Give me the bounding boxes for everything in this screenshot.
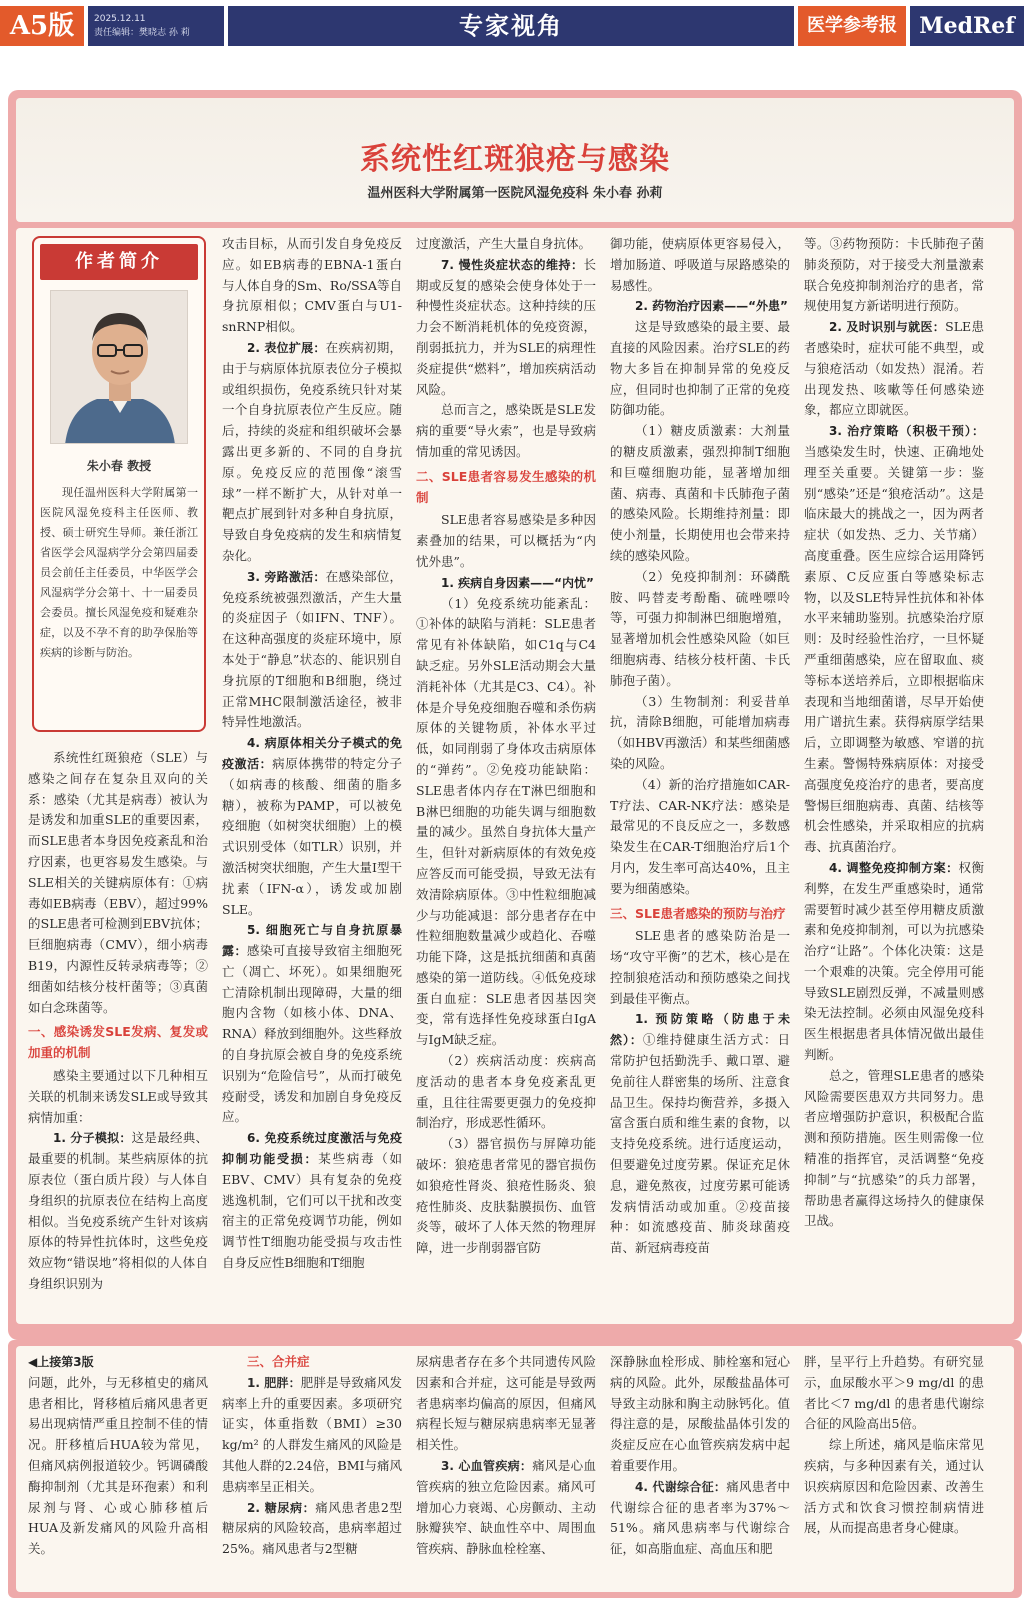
- issue-meta: [88, 6, 224, 46]
- article-frame: [8, 90, 1022, 1340]
- article-column-1: [28, 234, 208, 1320]
- subheading: 3. 治疗策略（积极干预）：: [829, 424, 984, 439]
- author-photo: [50, 290, 188, 444]
- paragraph: [416, 255, 596, 401]
- newspaper-brand: MedRef: [910, 6, 1024, 46]
- article-column-4: [610, 234, 790, 1320]
- edition-label: A5版: [0, 6, 84, 46]
- paragraph: [610, 1477, 790, 1560]
- subheading: 4. 代谢综合征：: [635, 1479, 727, 1494]
- continuation-column-3: [416, 1352, 596, 1588]
- continuation-frame: [8, 1340, 1022, 1598]
- section-heading: 二、SLE患者容易发生感染的机制: [416, 468, 596, 505]
- subheading: 4. 调整免疫抑制方案：: [829, 860, 959, 875]
- paragraph: 御功能，使病原体更容易侵入，增加肠道、呼吸道与尿路感染的易感性。: [610, 236, 790, 293]
- paragraph-text: 痛风患者患2型糖尿病的风险较高，患病率超过25%。痛风患者与2型糖: [222, 1499, 402, 1557]
- paragraph-text: 某些病毒（如EBV、CMV）具有复杂的免疫逃逸机制，它们可以干扰和改变宿主的正常免疫调节功能，例如调节性T细胞功能受损与攻击性自身反应性B细胞和T细胞: [222, 1151, 402, 1271]
- article-body: [16, 228, 1014, 1324]
- masthead: [0, 0, 1024, 48]
- article-header: [16, 98, 1014, 222]
- paragraph: （3）生物制剂：利妥昔单抗，清除B细胞，可能增加病毒（如HBV再激活）和某些细菌感染的风险。: [610, 693, 790, 771]
- subheading: 1. 肥胖：: [247, 1375, 301, 1390]
- subheading: 1. 预防策略（防患于未然）：: [610, 1012, 790, 1048]
- paragraph: 尿病患者存在多个共同遗传风险因素和合并症，这可能是导致两者患病率均偏高的原因，但痛风病程长短与糖尿病患病率无显著相关性。: [416, 1354, 596, 1453]
- paragraph: （4）新的治疗措施如CAR-T疗法、CAR-NK疗法：感染是最常见的不良反应之一，多数感染发生在CAR-T细胞治疗后1个月内，发生率可高达40%，且主要为细菌感染。: [610, 776, 790, 896]
- article-title: 系统性红斑狼疮与感染: [360, 142, 670, 177]
- paragraph: [222, 920, 402, 1128]
- subheading: 2. 表位扩展：: [247, 340, 326, 355]
- author-box-header: 作者简介: [40, 244, 198, 280]
- subheading: 5. 细胞死亡与自身抗原暴露：: [222, 923, 402, 959]
- paragraph: SLE患者的感染防治是一场“攻守平衡”的艺术，核心是在控制狼疮活动和预防感染之间找到最佳平衡点。: [610, 928, 790, 1006]
- paragraph-text: 痛风患者中代谢综合征的患者率为37%～51%。痛风患病率与代谢综合征，如高脂血症、高血压和肥: [610, 1478, 790, 1557]
- paragraph: 胖，呈平行上升趋势。有研究显示，血尿酸水平＞9 mg/dl 的患者比＜7 mg/dl 的患者患代谢综合征的风险高出5倍。: [804, 1354, 984, 1432]
- subheading: 1. 疾病自身因素——“内忧”: [441, 575, 594, 590]
- paragraph: 总之，管理SLE患者的感染风险需要医患双方共同努力。患者应增强防护意识，积极配合监测和预防措施。医生则需像一位精准的指挥官，灵活调整“免疫抑制”与“抗感染”的兵力部署，帮助患者赢得这场持久的健康保卫战。: [804, 1067, 984, 1229]
- paragraph: 这是导致感染的最主要、最直接的风险因素。治疗SLE的药物大多旨在抑制异常的免疫反应，但同时也抑制了正常的免疫防御功能。: [610, 319, 790, 418]
- subheading: 6. 免疫系统过度激活与免疫抑制功能受损：: [222, 1131, 402, 1167]
- paragraph: [416, 573, 596, 594]
- paragraph: 系统性红斑狼疮（SLE）与感染之间存在复杂且双向的关系：感染（尤其是病毒）被认为是诱发和加重SLE的重要因素，而SLE患者本身因免疫紊乱和治疗因素，也更容易发生感染。与SLE相关的关键病原体有：①病毒如EB病毒（EBV），超过99%的SLE患者可检测到EBV抗体；巨细胞病毒（CMV），细小病毒B19，内源性反转录病毒等；②细菌如结核分枝杆菌等；③真菌如白念珠菌等。: [28, 750, 208, 1015]
- article-column-5: [804, 234, 984, 1320]
- paragraph: [28, 1128, 208, 1294]
- continuation-column-5: [804, 1352, 984, 1588]
- paragraph: [222, 338, 402, 567]
- paragraph-text: 权衡利弊，在发生严重感染时，通常需要暂时减少甚至停用糖皮质激素和免疫抑制剂，可以为抗感染治疗“让路”。个体化决策：这是一个艰难的决策。完全停用可能导致SLE剧烈反弹，不减量则感染无法控制。必须由风湿免疫科医生根据患者具体情况做出最佳判断。: [804, 859, 984, 1063]
- subheading: 4. 病原体相关分子模式的免疫激活：: [222, 736, 402, 771]
- paragraph: [804, 317, 984, 421]
- article-byline: 温州医科大学附属第一医院风湿免疫科 朱小春 孙莉: [367, 186, 663, 201]
- continuation-column-4: [610, 1352, 790, 1588]
- paragraph: SLE患者容易感染是多种因素叠加的结果，可以概括为“内忧外患”。: [416, 512, 596, 569]
- paragraph: [610, 296, 790, 317]
- section-title: 专家视角: [228, 6, 794, 46]
- paragraph: 综上所述，痛风是临床常见疾病，与多种因素有关，通过认识疾病原因和危险因素、改善生活方式和饮食习惯控制病情进展，从而提高患者身心健康。: [804, 1437, 984, 1536]
- paragraph: （1）免疫系统功能紊乱：①补体的缺陷与消耗：SLE患者常见有补体缺陷，如C1q与C4缺乏症。另外SLE活动期会大量消耗补体（尤其是C3、C4）。补体是介导免疫细胞吞噬和杀伤病原体的关键物质，补体水平过低，如同削弱了身体攻击病原体的“弹药”。②免疫功能缺陷：SLE患者体内存在T淋巴细胞和B淋巴细胞的功能失调与细胞数量的减少。虽然自身抗体大量产生，但针对新病原体的有效免疫应答反而可能受损，导致无法有效清除病原体。③中性粒细胞减少与功能减退：部分患者存在中性粒细胞数量减少或趋化、吞噬功能下降，这是抵抗细菌和真菌感染的第一道防线。④低免疫球蛋白血症：SLE患者因基因突变，常有选择性免疫球蛋白IgA与IgM缺乏症。: [416, 595, 596, 1048]
- paragraph: 等。③药物预防：卡氏肺孢子菌肺炎预防，对于接受大剂量激素联合免疫抑制剂治疗的患者，常规使用复方新诺明进行预防。: [804, 236, 984, 314]
- subheading: 2. 及时识别与就医：: [829, 320, 946, 335]
- section-heading: 三、合并症: [247, 1354, 310, 1369]
- section-heading: 一、感染诱发SLE发病、复发或加重的机制: [28, 1024, 208, 1061]
- subheading: 2. 药物治疗因素——“外患”: [635, 299, 788, 314]
- paragraph: 攻击目标，从而引发自身免疫反应。如EB病毒的EBNA-1蛋白与人体自身的Sm、Ro/SSA等自身抗原相似；CMV蛋白与U1-snRNP相似。: [222, 236, 402, 335]
- paragraph: [222, 1128, 402, 1274]
- author-name: 朱小春 教授: [86, 459, 152, 473]
- paragraph-text: 病原体携带的特定分子（如病毒的核酸、细菌的脂多糖），被称为PAMP，可以被免疫细胞（如树突状细胞）上的模式识别受体（如TLR）识别，并激活树突状细胞，产生大量I型干扰素（IFN-α），诱发或加剧SLE。: [222, 755, 402, 917]
- responsible-editor: 责任编辑：樊晓志 孙 莉: [94, 28, 190, 38]
- paragraph: [804, 858, 984, 1066]
- paragraph: （2）疾病活动度：疾病高度活动的患者本身免疫紊乱更重，且往往需要更强力的免疫抑制治疗，形成恶性循环。: [416, 1053, 596, 1131]
- paragraph: 感染主要通过以下几种相互关联的机制来诱发SLE或导致其病情加重：: [28, 1067, 208, 1125]
- paragraph: [804, 421, 984, 858]
- paragraph: 过度激活，产生大量自身抗体。: [416, 236, 592, 251]
- paragraph: [222, 567, 402, 733]
- paragraph: 深静脉血栓形成、肺栓塞和冠心病的风险。此外，尿酸盐晶体可导致主动脉和胸主动脉钙化。值得注意的是，尿酸盐晶体引发的炎症反应在心血管疾病发病中起着重要作用。: [610, 1354, 790, 1473]
- paragraph-text: SLE患者感染时，症状可能不典型，或与狼疮活动（如发热）混淆。若出现发热、咳嗽等任何感染迹象，都应立即就医。: [804, 319, 984, 418]
- paragraph: 总而言之，感染既是SLE发病的重要“导火索”，也是导致病情加重的常见诱因。: [416, 402, 596, 459]
- subheading: 2. 糖尿病：: [247, 1500, 316, 1515]
- subheading: 1. 分子模拟：: [53, 1131, 132, 1146]
- paragraph-text: 在疾病初期，由于与病原体抗原表位分子模拟或组织损伤，免疫系统只针对某一个自身抗原表位产生反应。随后，持续的炎症和组织破坏会暴露出更多新的、不同的自身抗原。免疫反应的范围像“滚雪球”一样不断扩大，从针对单一靶点扩展到针对多种自身抗原，导致自身免疫病的发生和病情复杂化。: [222, 339, 402, 563]
- subheading: 7. 慢性炎症状态的维持：: [441, 257, 584, 272]
- paragraph: （3）器官损伤与屏障功能破坏：狼疮患者常见的器官损伤如狼疮性肾炎、狼疮性肠炎、狼疮性肺炎、皮肤黏膜损伤、血管炎等，破坏了人体天然的物理屏障，进一步削弱器官防: [416, 1136, 596, 1256]
- paragraph: （1）糖皮质激素：大剂量的糖皮质激素，强烈抑制T细胞和巨噬细胞功能，显著增加细菌、病毒、真菌和卡氏肺孢子菌的感染风险。长期维持剂量：即使小剂量，长期使用也会带来持续的感染风险。: [610, 423, 790, 563]
- paragraph: [416, 1456, 596, 1560]
- author-bio: 现任温州医科大学附属第一医院风湿免疫科主任医师、教授、硕士研究生导师。兼任浙江省医学会风湿病学分会第四届委员会前任主任委员，中华医学会风湿病学分会第十、十一届委员会委员。擅长风湿免疫和疑难杂症，以及不孕不育的助孕保胎等疾病的诊断与防治。: [40, 485, 198, 659]
- paragraph-text: 感染可直接导致宿主细胞死亡（凋亡、坏死）。如果细胞死亡清除机制出现障碍，大量的细胞内含物（如核小体、DNA、RNA）释放到细胞外。这些释放的自身抗原会被自身的免疫系统识别为“危险信号”，从而打破免疫耐受，诱发和加剧自身免疫反应。: [222, 943, 402, 1125]
- paragraph-text: 在感染部位，免疫系统被强烈激活，产生大量的炎症因子（如IFN、TNF）。在这种高强度的炎症环境中，原本处于“静息”状态的、能识别自身抗原的T细胞和B细胞，绕过正常MHC限制激活途径，被非特异性地激活。: [222, 568, 402, 730]
- paragraph-text: 长期或反复的感染会使身体处于一种慢性炎症状态。这种持续的压力会不断消耗机体的免疫资源，削弱抵抗力，并为SLE的病理性炎症提供“燃料”，增加疾病活动风险。: [416, 256, 596, 397]
- paragraph: [222, 1498, 402, 1560]
- continuation-column-2: [222, 1352, 402, 1588]
- issue-date: 2025.12.11: [94, 14, 146, 24]
- subheading: 3. 心血管疾病：: [441, 1458, 533, 1473]
- paragraph: [222, 1373, 402, 1498]
- continuation-column-1: [28, 1352, 208, 1588]
- paragraph-text: 这是最经典、最重要的机制。某些病原体的抗原表位（蛋白质片段）与人体自身组织的抗原表位在结构上高度相似。当免疫系统产生针对该病原体的特异性抗体时，这些免疫效应物“错误地”将相似的人体自身组织识别为: [28, 1130, 208, 1291]
- paragraph-text: 当感染发生时，快速、正确地处理至关重要。关键第一步：鉴别“感染”还是“狼疮活动”。这是临床最大的挑战之一，因为两者症状（如发热、乏力、关节痛）高度重叠。医生应综合运用降钙素原、C反应蛋白等感染标志物，以及SLE特异性抗体和补体水平来辅助鉴别。抗感染治疗原则：及时经验性治疗，一旦怀疑严重细菌感染，应在留取血、痰等标本送培养后，立即根据临床表现和当地细菌谱，尽早开始使用广谱抗生素。获得病原学结果后，立即调整为敏感、窄谱的抗生素。警惕特殊病原体：对接受高强度免疫治疗的患者，要高度警惕巨细胞病毒、真菌、结核等机会性感染，并采取相应的抗病毒、抗真菌治疗。: [804, 443, 984, 855]
- section-heading: 三、SLE患者感染的预防与治疗: [610, 905, 786, 921]
- paragraph: 问题，此外，与无移植史的痛风患者相比，肾移植后痛风患者更易出现病情严重且控制不佳的情况。肝移植后HUA较为常见，但痛风病例报道较少。钙调磷酸酶抑制剂（尤其是环孢素）和利尿剂与肾、心或心肺移植后HUA及新发痛风的风险升高相关。: [28, 1374, 208, 1557]
- newspaper-name: 医学参考报: [798, 6, 906, 46]
- paragraph: [222, 733, 402, 920]
- paragraph-text: ①维持健康生活方式：日常防护包括勤洗手、戴口罩、避免前往人群密集的场所、注意食品卫生。保持均衡营养，多摄入富含蛋白质和维生素的食物，以支持免疫系统。进行适度运动，但要避免过度劳累。保证充足休息，避免熬夜，过度劳累可能诱发病情活动或加重。②疫苗接种：如流感疫苗、肺炎球菌疫苗、新冠病毒疫苗: [610, 1032, 790, 1256]
- article-column-2: [222, 234, 402, 1320]
- author-profile-box: [32, 236, 206, 732]
- author-portrait-icon: [51, 291, 188, 444]
- continued-from-marker: ◀上接第3版: [28, 1355, 94, 1369]
- continuation-body: [16, 1346, 1014, 1592]
- paragraph: （2）免疫抑制剂：环磷酰胺、吗替麦考酚酯、硫唑嘌呤等，可强力抑制淋巴细胞增殖，显著增加机会性感染风险（如巨细胞病毒、结核分枝杆菌、卡氏肺孢子菌）。: [610, 568, 790, 688]
- article-column-3: [416, 234, 596, 1320]
- continued-from-label: [28, 1352, 208, 1373]
- subheading: 3. 旁路激活：: [247, 569, 326, 584]
- paragraph: [610, 1009, 790, 1259]
- paragraph-text: 痛风是心血管疾病的独立危险因素。痛风可增加心力衰竭、心房颤动、主动脉瓣狭窄、缺血性卒中、周围血管疾病、静脉血栓栓塞、: [416, 1457, 596, 1557]
- paragraph-text: 肥胖是导致痛风发病率上升的重要因素。多项研究证实，体重指数（BMI）≥30 kg/m² 的人群发生痛风的风险是其他人群的2.24倍，BMI与痛风患病率呈正相关。: [222, 1374, 402, 1494]
